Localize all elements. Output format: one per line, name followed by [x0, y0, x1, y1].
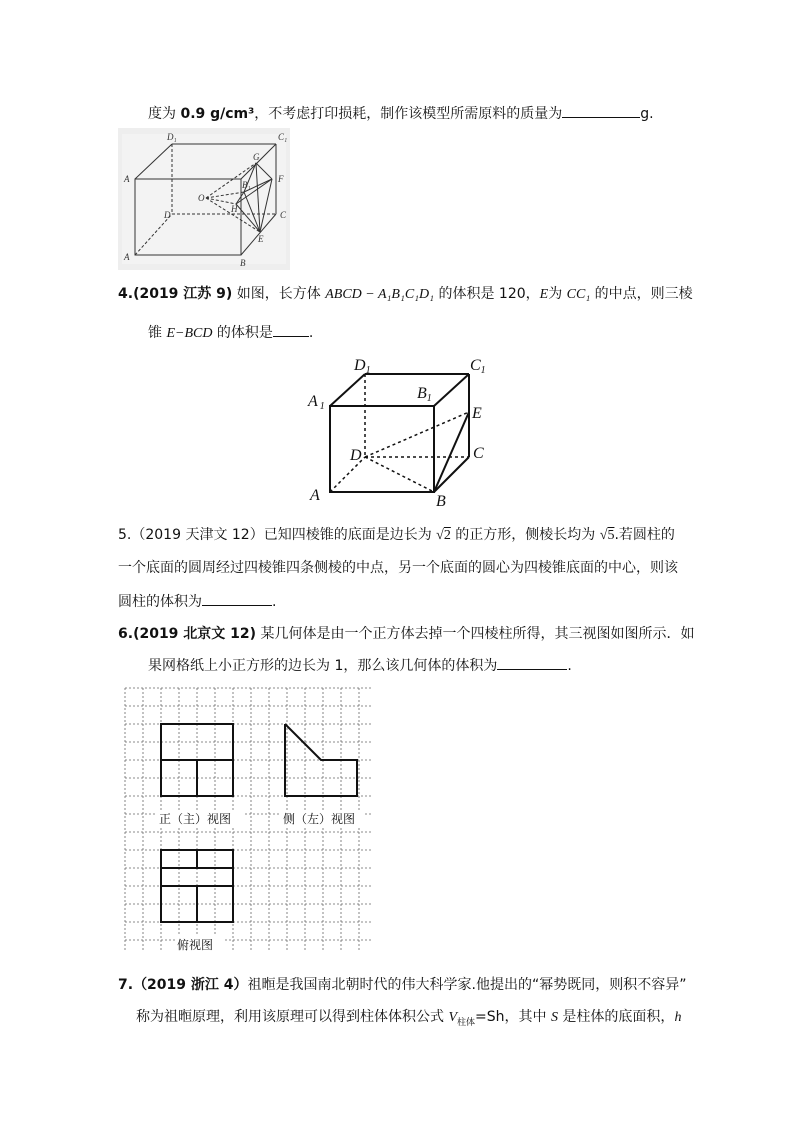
question-7-line-2: 称为祖暅原理，利用该原理可以得到柱体体积公式 $V_{柱体}=Sh$，其中 S 是柱体的底面积，h	[136, 1009, 682, 1028]
q4-answer-blank[interactable]	[273, 322, 309, 337]
q7-quote: “幂势既同，则积不容异”	[531, 977, 687, 993]
side-view-outline	[285, 724, 357, 796]
fig3-label-a: A	[124, 174, 130, 184]
question-5-line-1: 5.（2019 天津文 12）已知四棱锥的底面是边长为 √2 的正方形，侧棱长均为 √5.若圆柱的	[118, 527, 675, 543]
fig3-label-b: B	[240, 258, 246, 268]
q5-number: 5.	[118, 527, 132, 543]
fig4-label-a1: A 1	[308, 393, 325, 412]
q3-answer-blank[interactable]	[562, 103, 640, 118]
density-value: 0.9 g/cm³	[180, 106, 255, 122]
figure-3-cuboid	[118, 128, 290, 270]
fig4-label-c1: C1	[470, 357, 486, 376]
fig3-label-h: H	[231, 204, 238, 214]
q5-source: （2019 天津文 12）	[131, 527, 264, 543]
q4-source: (2019 江苏 9)	[133, 286, 233, 302]
side-view-label: 侧（左）视图	[283, 812, 356, 826]
fig4-label-e: E	[472, 405, 482, 422]
fig4-label-b1: B1	[417, 385, 432, 404]
fig3-label-c: C	[280, 210, 287, 220]
q6-number: 6.	[118, 626, 134, 642]
fig3-label-d: D	[164, 210, 171, 220]
question-5-line-3: 圆柱的体积为 .	[118, 591, 276, 612]
q5-answer-blank[interactable]	[202, 591, 272, 606]
fig3-label-b1: B₁	[242, 180, 251, 190]
front-view-label: 正（主）视图	[159, 812, 232, 826]
figure-4-cuboid	[300, 352, 500, 510]
fig3-label-g: G	[253, 152, 260, 162]
q7-source: （2019 浙江 4）	[133, 977, 248, 993]
q3-line: 度为 0.9 g/cm³，不考虑打印损耗，制作该模型所需原料的质量为 g.	[148, 103, 654, 124]
top-view-label: 俯视图	[177, 938, 214, 952]
fig3-label-f: F	[278, 174, 284, 184]
q4-number: 4.	[118, 286, 134, 302]
fig4-label-c: C	[473, 445, 484, 462]
q5-sqrt-2: √2	[436, 528, 451, 543]
question-4-line-2: 锥 E−BCD 的体积是 .	[148, 322, 313, 344]
q5-sqrt-5: √5	[599, 528, 615, 543]
fig3-label-o: O	[198, 193, 205, 203]
question-6-line-2: 果网格纸上小正方形的边长为 1，那么该几何体的体积为 .	[148, 655, 572, 676]
fig3-label-c1: C₁	[278, 132, 288, 142]
q4-solid: ABCD − A₁B₁C₁D₁	[325, 287, 435, 302]
q6-answer-blank[interactable]	[497, 655, 567, 670]
fig3-label-a-bottom: A	[124, 252, 130, 262]
fig4-label-b: B	[436, 493, 446, 510]
fig3-label-d1: D₁	[167, 132, 177, 142]
q7-number: 7.	[118, 977, 134, 993]
figure-6-three-views	[125, 688, 375, 958]
fig4-label-d: D	[350, 447, 362, 464]
question-5-line-2: 一个底面的圆周经过四棱锥四条侧棱的中点，另一个底面的圆心为四棱锥底面的中心，则该	[118, 560, 678, 576]
fig4-label-d1: D1	[354, 357, 371, 376]
fig3-label-e: E	[258, 234, 264, 244]
q6-source: (2019 北京文 12)	[133, 626, 257, 642]
question-6-line-1: 6.(2019 北京文 12) 某几何体是由一个正方体去掉一个四棱柱所得，其三视图如图所示．如	[118, 626, 695, 642]
fig4-label-a: A	[310, 487, 320, 504]
question-7-line-1: 7.（2019 浙江 4）祖暅是我国南北朝时代的伟大科学家.他提出的“幂势既同，则积不容异”	[118, 977, 687, 993]
question-4-line-1: 4.(2019 江苏 9) 如图，长方体 ABCD − A₁B₁C₁D₁ 的体积是 120，E为 CC₁ 的中点，则三棱	[118, 286, 693, 302]
